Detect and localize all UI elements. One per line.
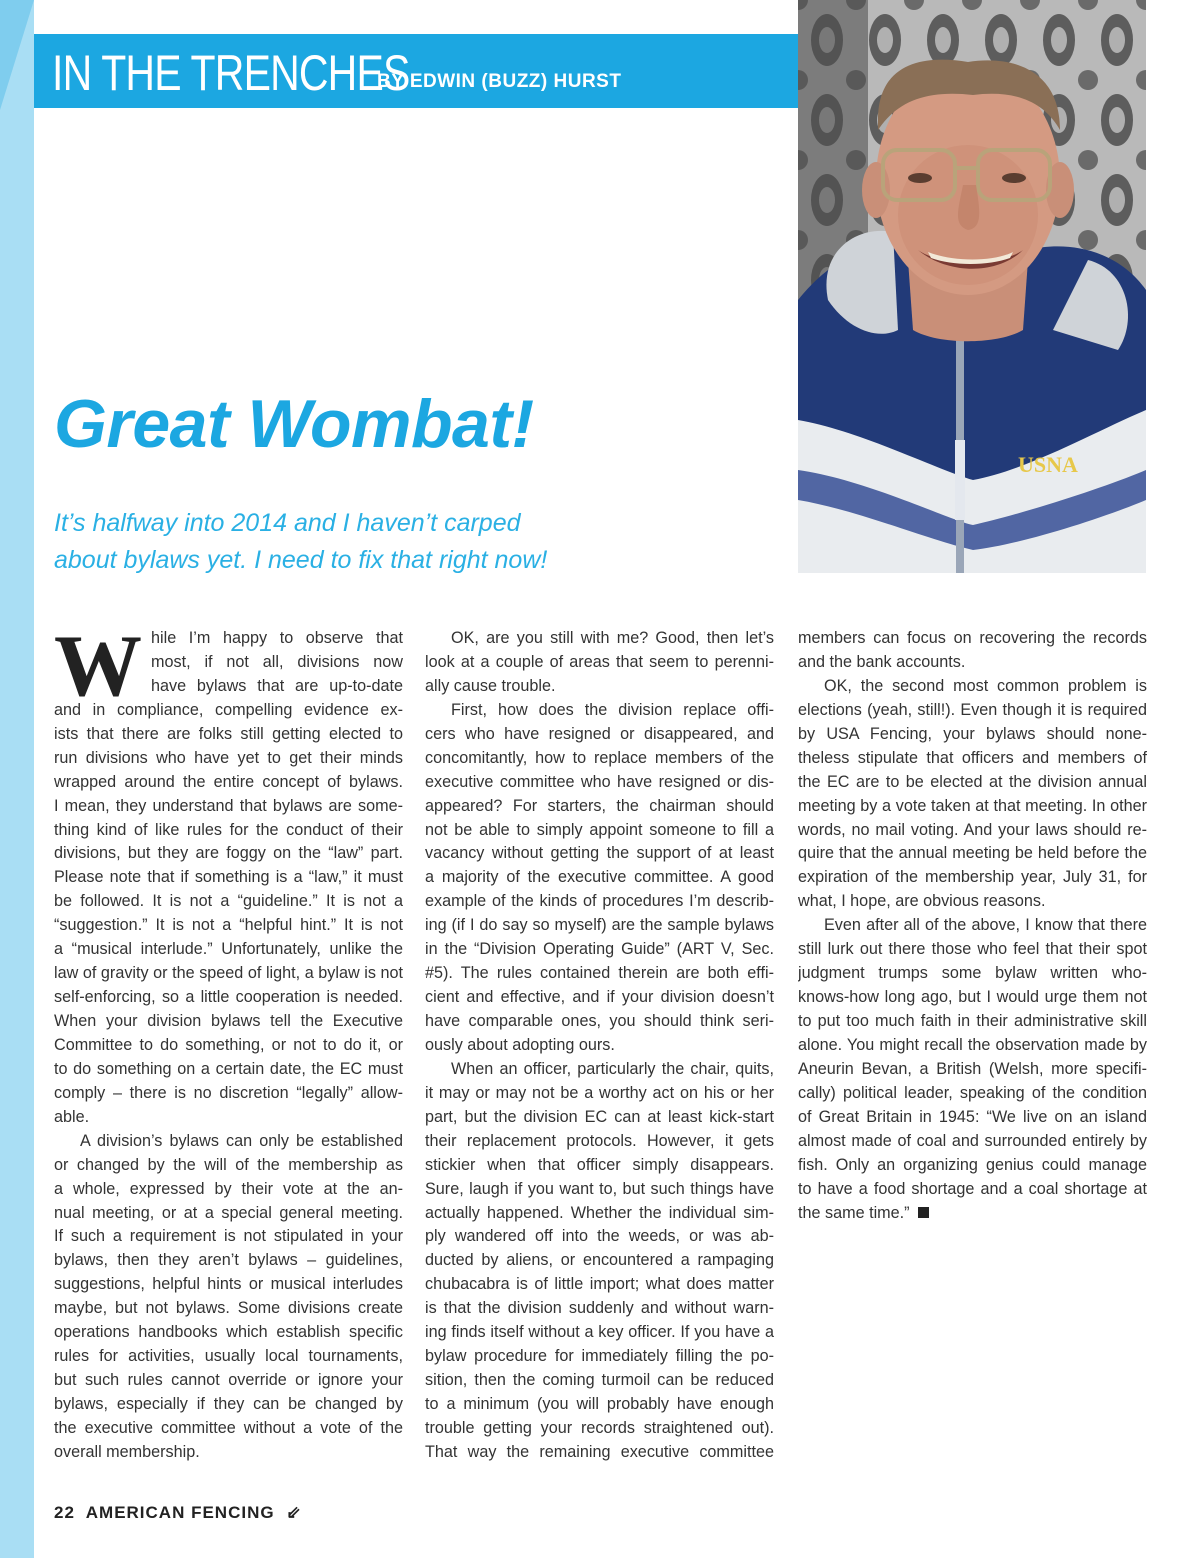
body-line: words, no mail voting. And your laws should re- (798, 820, 1147, 839)
body-line: When an officer, particularly the chair, quits, (451, 1059, 774, 1078)
body-line: elections (yeah, still!). Even though it is required (798, 700, 1147, 719)
body-line: #5). The rules contained therein are both effi- (425, 964, 774, 983)
body-line: That way the remaining executive committee (425, 1442, 774, 1461)
body-line: hile I’m happy to observe that (151, 629, 403, 647)
end-mark-icon (918, 1207, 929, 1218)
body-line: to a minimum (you will probably have enough (425, 1395, 774, 1413)
page-number: 22 (54, 1503, 75, 1522)
body-line: in the “Division Operating Guide” (ART V, Sec. (425, 940, 774, 959)
headline: Great Wombat! (54, 386, 534, 462)
deck-line-1: It’s halfway into 2014 and I haven’t carped (54, 509, 521, 537)
body-line: I mean, they understand that bylaws are some- (54, 796, 403, 815)
column-name: IN THE TRENCHES (52, 45, 410, 101)
body-line: what, I hope, are obvious reasons. (798, 892, 1046, 911)
body-line: members can focus on recovering the records (798, 629, 1147, 647)
body-line: ply wandered off into the weeds, or was ab- (425, 1227, 774, 1246)
body-line: “suggestion.” It is not a “helpful hint.” It is not (54, 916, 403, 935)
body-line: cient and effective, and if your division doesn’t (425, 988, 774, 1007)
body-line: Even after all of the above, I know that there (824, 916, 1147, 935)
body-line: to have a food shortage and a coal shortage at (798, 1179, 1147, 1198)
body-line: not be able to simply appoint someone to fill a (425, 820, 774, 839)
body-line: Committee to do something, or not to do it, or (54, 1035, 403, 1054)
body-line: fish. Only an organizing genius could manage (798, 1155, 1147, 1174)
body-line: expiration of the membership year, July 31, for (798, 868, 1147, 887)
drop-cap: W (54, 618, 142, 715)
body-line: of Great Britain in 1945: “We live on an island (798, 1107, 1147, 1126)
body-line: OK, the second most common problem is (824, 676, 1147, 695)
body-line: executive committee who have resigned or dis- (425, 772, 774, 791)
body-line: a majority of the executive committee. A good (425, 868, 774, 887)
final-sentence: the same time.” (798, 1203, 910, 1222)
body-line: is that the division suddenly and without warn- (425, 1299, 774, 1318)
deck (54, 505, 754, 579)
body-column-3 (798, 627, 1147, 1225)
body-line: the executive committee without a vote of the (54, 1418, 403, 1437)
body-line: able. (54, 1107, 90, 1126)
column-banner (34, 34, 798, 108)
body-line: nual meeting, or at a special general meeting. (54, 1203, 403, 1222)
body-line: chubacabra is of little import; what does matter (425, 1275, 774, 1294)
body-line: by USA Fencing, your bylaws should none- (798, 724, 1147, 743)
body-line: and the bank accounts. (798, 652, 966, 671)
body-line: comply – there is no discretion “legally” allow- (54, 1083, 403, 1102)
body-line: wrapped around the entire concept of bylaws. (54, 772, 403, 791)
body-line: concomitantly, how to replace members of the (425, 748, 774, 767)
body-line: knows-how long ago, but I would urge them not (798, 988, 1147, 1007)
body-line: most, if not all, divisions now (151, 652, 403, 671)
body-line: to put too much faith in their administrative skill (798, 1012, 1147, 1030)
body-line: meeting by a vote taken at that meeting. In other (798, 796, 1147, 815)
body-column-2 (425, 627, 774, 1465)
body-line: theless stipulate that officers and members of (798, 748, 1147, 767)
body-line: vacancy without getting the support of at least (425, 844, 774, 863)
body-line: but such rules cannot override or ignore your (54, 1371, 403, 1390)
body-line: ists that there are folks still getting elected to (54, 724, 403, 743)
byline: BY EDWIN (BUZZ) HURST (377, 71, 622, 92)
body-column-1 (54, 618, 403, 1465)
body-line: ously about adopting ours. (425, 1035, 615, 1054)
body-line: be followed. It is not a “guideline.” It is not a (54, 892, 403, 911)
body-line: divisions, but they are foggy on the “law” part. (54, 844, 403, 863)
body-line: a whole, expressed by their vote at the an- (54, 1179, 403, 1198)
body-line: the EC are to be elected at the division annual (798, 772, 1147, 791)
body-line: ing (if I do say so myself) are the sample bylaws (425, 916, 774, 935)
body-line: quire that the annual meeting be held before the (798, 844, 1147, 863)
body-line: run divisions who have yet to get their minds (54, 748, 403, 767)
body-line: maybe, but not bylaws. Some divisions create (54, 1299, 403, 1318)
body-line: have comparable ones, you should think seri- (425, 1012, 774, 1030)
body-line: overall membership. (54, 1442, 200, 1461)
body-line: a “musical interlude.” Unfortunately, unlike the (54, 940, 403, 959)
body-line: example of the kinds of procedures I’m describ- (425, 892, 774, 911)
body-line: almost made of coal and surrounded entirely by (798, 1131, 1147, 1150)
body-line: self-enforcing, so a little cooperation is needed. (54, 988, 403, 1007)
body-line: or changed by the will of the membership as (54, 1155, 403, 1174)
body-line: Please note that if something is a “law,” it must (54, 868, 403, 887)
body-line: A division’s bylaws can only be established (80, 1131, 403, 1150)
body-line: have bylaws that are up-to-date (151, 676, 403, 695)
body-line: ducted by aliens, or encountered a rampaging (425, 1251, 774, 1270)
body-line: to do something on a certain date, the EC must (54, 1059, 403, 1078)
body-line: trouble getting your records straightened out). (425, 1418, 774, 1437)
author-photo (798, 0, 1146, 573)
body-line: appeared? For starters, the chairman should (425, 796, 774, 815)
body-line: operations handbooks which establish specific (54, 1323, 403, 1342)
body-line: judgment trumps some bylaw written who- (798, 964, 1147, 983)
body-line-final (798, 1202, 1147, 1226)
body-line: cers who have resigned or disappeared, and (425, 724, 774, 743)
body-line: First, how does the division replace offi- (451, 700, 774, 719)
body-line: alone. You might recall the observation made by (798, 1035, 1147, 1054)
body-line: rules for activities, usually local tournaments, (54, 1347, 403, 1366)
author-portrait-image (798, 0, 1146, 573)
page-footer (54, 1503, 302, 1523)
deck-line-2: about bylaws yet. I need to fix that right now! (54, 546, 548, 574)
magazine-name: AMERICAN FENCING (85, 1503, 275, 1522)
body-line: still lurk out there those who feel that their spot (798, 940, 1147, 959)
body-line: suggestions, helpful hints or musical interludes (54, 1275, 403, 1294)
body-line: OK, are you still with me? Good, then let’s (451, 629, 774, 647)
body-line: it may or may not be a worthy act on his or her (425, 1083, 774, 1102)
left-accent-stripe (0, 0, 34, 1558)
body-line: bylaws, especially if they can be changed by (54, 1395, 403, 1413)
body-line: stickier when that officer simply disappears. (425, 1155, 774, 1174)
jacket-lettering: USNA (1018, 452, 1078, 477)
body-line: law of gravity or the speed of light, a bylaw is not (54, 964, 403, 983)
body-line: sition, then the coming turmoil can be reduced (425, 1371, 774, 1390)
body-line: ing finds itself without a key officer. If you have a (425, 1323, 774, 1342)
body-line: cally) political leader, speaking of the condition (798, 1083, 1147, 1102)
body-line: Aneurin Bevan, a British (Welsh, more specifi- (798, 1059, 1147, 1078)
body-line: actually happened. Whether the individual sim- (425, 1203, 774, 1222)
left-accent-notch (0, 0, 34, 110)
body-line: ally cause trouble. (425, 676, 556, 695)
body-line: and in compliance, compelling evidence ex- (54, 700, 403, 719)
body-line: thing kind of like rules for the conduct of their (54, 820, 403, 839)
body-line: part, but the division EC can at least kick-start (425, 1107, 774, 1126)
body-line: bylaws, then they aren’t bylaws – guidelines, (54, 1251, 403, 1270)
arrow-down-left-icon: ⇙ (286, 1503, 302, 1522)
body-line: Sure, laugh if you want to, but such things have (425, 1179, 774, 1198)
body-line: When your division bylaws tell the Executive (54, 1012, 403, 1030)
body-line: their replacement protocols. However, it gets (425, 1131, 774, 1150)
body-line: look at a couple of areas that seem to perenni- (425, 652, 774, 671)
body-line: If such a requirement is not stipulated in your (54, 1227, 403, 1246)
body-line: bylaw procedure for immediately filling the po- (425, 1347, 774, 1366)
